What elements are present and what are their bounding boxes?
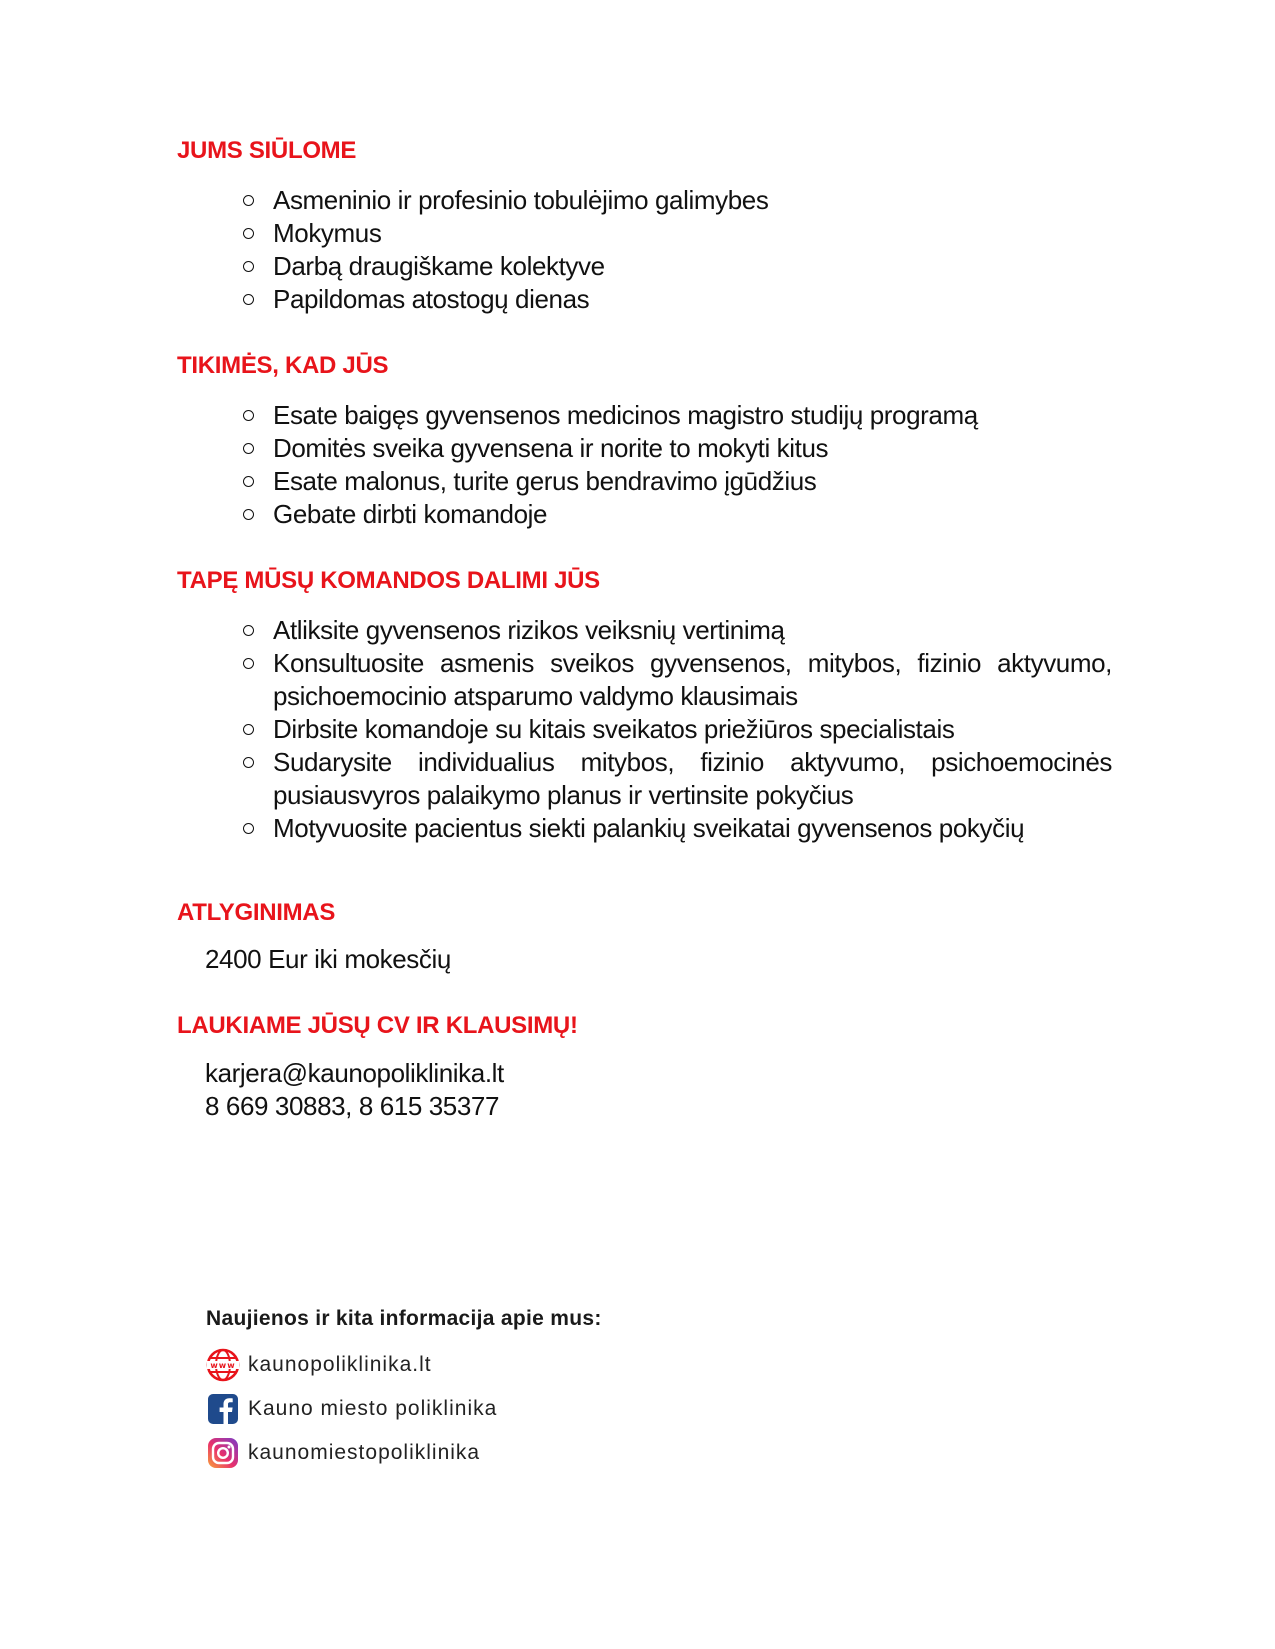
bullet-circle-icon <box>243 294 254 305</box>
bullet-circle-icon <box>243 228 254 239</box>
website-link[interactable]: kaunopoliklinika.lt <box>248 1353 432 1376</box>
list-item: Domitės sveika gyvensena ir norite to mokyti kitus <box>177 432 1112 465</box>
section-responsibilities <box>177 566 1112 845</box>
bullet-circle-icon <box>243 658 254 669</box>
section-offer <box>177 136 1112 316</box>
contact-phones: 8 669 30883, 8 615 35377 <box>205 1091 500 1121</box>
list-item: Mokymus <box>177 217 1112 250</box>
facebook-icon <box>206 1392 240 1426</box>
bullet-circle-icon <box>243 509 254 520</box>
bullet-circle-icon <box>243 410 254 421</box>
section-heading: JUMS SIŪLOME <box>177 137 357 164</box>
footer-info <box>206 1306 706 1478</box>
facebook-link[interactable]: Kauno miesto poliklinika <box>248 1397 498 1420</box>
section-salary <box>177 898 1112 976</box>
salary-heading: ATLYGINIMAS <box>177 899 336 926</box>
list-item: Esate baigęs gyvensenos medicinos magistro studijų programą <box>177 399 1112 432</box>
contact-heading: LAUKIAME JŪSŲ CV IR KLAUSIMŲ! <box>177 1012 578 1039</box>
list-item: Motyvuosite pacientus siekti palankių sveikatai gyvensenos pokyčių <box>177 812 1112 845</box>
bullet-circle-icon <box>243 757 254 768</box>
footer-instagram-row[interactable] <box>206 1434 706 1472</box>
list-item: Gebate dirbti komandoje <box>177 498 1112 531</box>
salary-value: 2400 Eur iki mokesčių <box>205 944 451 974</box>
list-item: Konsultuosite asmenis sveikos gyvensenos, mitybos, fizinio aktyvumo, psichoemocinio atsparumo valdymo klausimais <box>177 647 1112 713</box>
list-item: Darbą draugiškame kolektyve <box>177 250 1112 283</box>
section-contact <box>177 1011 1112 1123</box>
bullet-circle-icon <box>243 443 254 454</box>
instagram-icon <box>206 1436 240 1470</box>
list-item: Dirbsite komandoje su kitais sveikatos priežiūros specialistais <box>177 713 1112 746</box>
list-item: Papildomas atostogų dienas <box>177 283 1112 316</box>
svg-text:www: www <box>210 1361 236 1370</box>
bullet-circle-icon <box>243 195 254 206</box>
bullet-circle-icon <box>243 724 254 735</box>
responsibilities-list <box>177 614 1112 845</box>
bullet-circle-icon <box>243 625 254 636</box>
list-item: Sudarysite individualius mitybos, fizinio aktyvumo, psichoemocinės pusiausvyros palaikymo planus ir vertinsite pokyčius <box>177 746 1112 812</box>
section-heading: TIKIMĖS, KAD JŪS <box>177 352 389 379</box>
instagram-link[interactable]: kaunomiestopoliklinika <box>248 1441 481 1464</box>
bullet-circle-icon <box>243 261 254 272</box>
list-item: Asmeninio ir profesinio tobulėjimo galimybes <box>177 184 1112 217</box>
contact-details <box>177 1057 1112 1123</box>
bullet-circle-icon <box>243 823 254 834</box>
list-item: Atliksite gyvensenos rizikos veiksnių vertinimą <box>177 614 1112 647</box>
contact-email[interactable]: karjera@kaunopoliklinika.lt <box>205 1058 504 1088</box>
expectations-list <box>177 399 1112 531</box>
footer-website-row[interactable] <box>206 1346 706 1384</box>
section-expectations <box>177 351 1112 531</box>
footer-title: Naujienos ir kita informacija apie mus: <box>206 1307 602 1330</box>
bullet-circle-icon <box>243 476 254 487</box>
offer-list <box>177 184 1112 316</box>
www-globe-icon <box>206 1348 240 1382</box>
list-item: Esate malonus, turite gerus bendravimo įgūdžius <box>177 465 1112 498</box>
section-heading: TAPĘ MŪSŲ KOMANDOS DALIMI JŪS <box>177 567 600 594</box>
footer-facebook-row[interactable] <box>206 1390 706 1428</box>
